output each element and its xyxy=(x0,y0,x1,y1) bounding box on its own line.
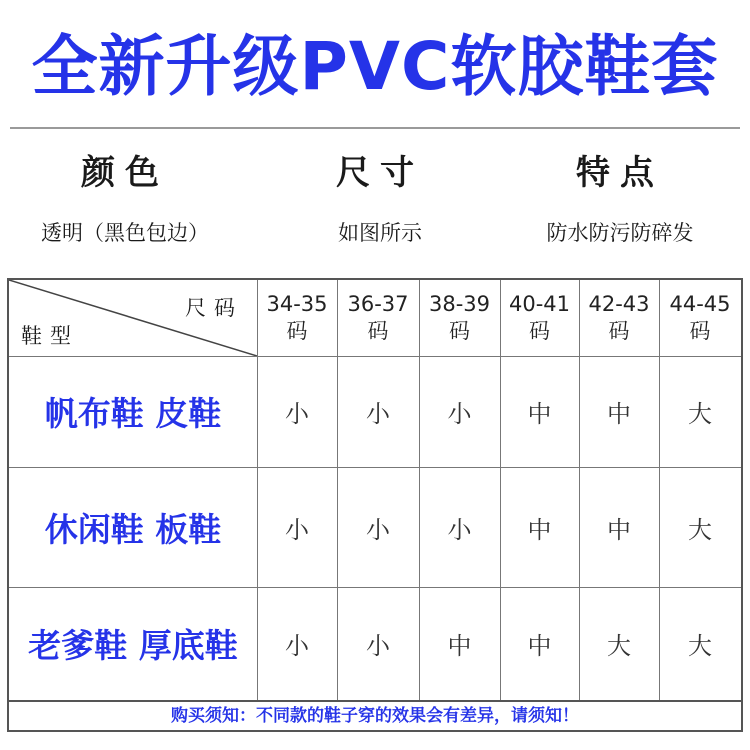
divider xyxy=(10,127,740,129)
size-unit: 码 xyxy=(529,319,550,343)
size-header xyxy=(500,284,579,352)
info-feature xyxy=(495,148,745,248)
fit-value: 中 xyxy=(527,515,552,544)
fit-value: 中 xyxy=(527,400,552,428)
fit-value: 小 xyxy=(285,400,309,428)
page-title: 全新升级PVC软胶鞋套 xyxy=(31,28,719,105)
size-range: 40-41 xyxy=(508,292,571,316)
fit-value: 小 xyxy=(447,400,472,428)
fit-value: 小 xyxy=(285,515,309,544)
size-unit: 码 xyxy=(367,319,389,343)
fit-value: 中 xyxy=(447,632,472,660)
fit-value: 中 xyxy=(607,515,631,544)
corner-size-label: 尺码 xyxy=(185,296,243,320)
shoe-type-label: 帆布鞋 皮鞋 xyxy=(44,394,222,433)
size-range: 44-45 xyxy=(669,292,731,316)
fit-value: 中 xyxy=(527,632,552,660)
size-label: 尺寸 xyxy=(336,153,424,193)
info-color xyxy=(0,148,250,248)
size-range: 36-37 xyxy=(347,292,409,316)
size-range: 34-35 xyxy=(266,292,328,316)
feature-value: 防水防污防碎发 xyxy=(546,221,694,245)
corner-shoe-type-label: 鞋型 xyxy=(21,324,79,348)
size-unit: 码 xyxy=(689,319,711,343)
fit-value: 小 xyxy=(366,400,390,428)
size-header xyxy=(659,284,741,352)
fit-value: 大 xyxy=(607,632,631,660)
fit-value: 小 xyxy=(285,632,309,660)
fit-value: 小 xyxy=(366,515,390,544)
color-value: 透明（黑色包边） xyxy=(41,221,209,245)
size-header xyxy=(419,284,500,352)
size-value: 如图所示 xyxy=(338,221,422,245)
size-header xyxy=(337,284,419,352)
fit-value: 小 xyxy=(447,515,472,544)
size-range: 38-39 xyxy=(428,292,491,316)
size-header xyxy=(257,284,337,352)
color-label: 颜色 xyxy=(81,153,169,193)
purchase-notice: 购买须知：不同款的鞋子穿的效果会有差异，请须知！ xyxy=(7,702,743,732)
fit-value: 大 xyxy=(688,515,712,544)
size-table xyxy=(7,278,743,702)
fit-value: 大 xyxy=(688,400,712,428)
fit-value: 小 xyxy=(366,632,390,660)
feature-label: 特点 xyxy=(576,153,664,193)
size-header xyxy=(579,284,659,352)
fit-value: 大 xyxy=(688,632,712,660)
size-unit: 码 xyxy=(608,319,630,343)
size-unit: 码 xyxy=(286,319,308,343)
info-size xyxy=(255,148,505,248)
fit-value: 中 xyxy=(607,400,631,428)
shoe-type-label: 老爹鞋 厚底鞋 xyxy=(28,626,238,665)
size-range: 42-43 xyxy=(588,292,650,316)
shoe-type-label: 休闲鞋 板鞋 xyxy=(44,509,222,549)
size-unit: 码 xyxy=(449,319,470,343)
